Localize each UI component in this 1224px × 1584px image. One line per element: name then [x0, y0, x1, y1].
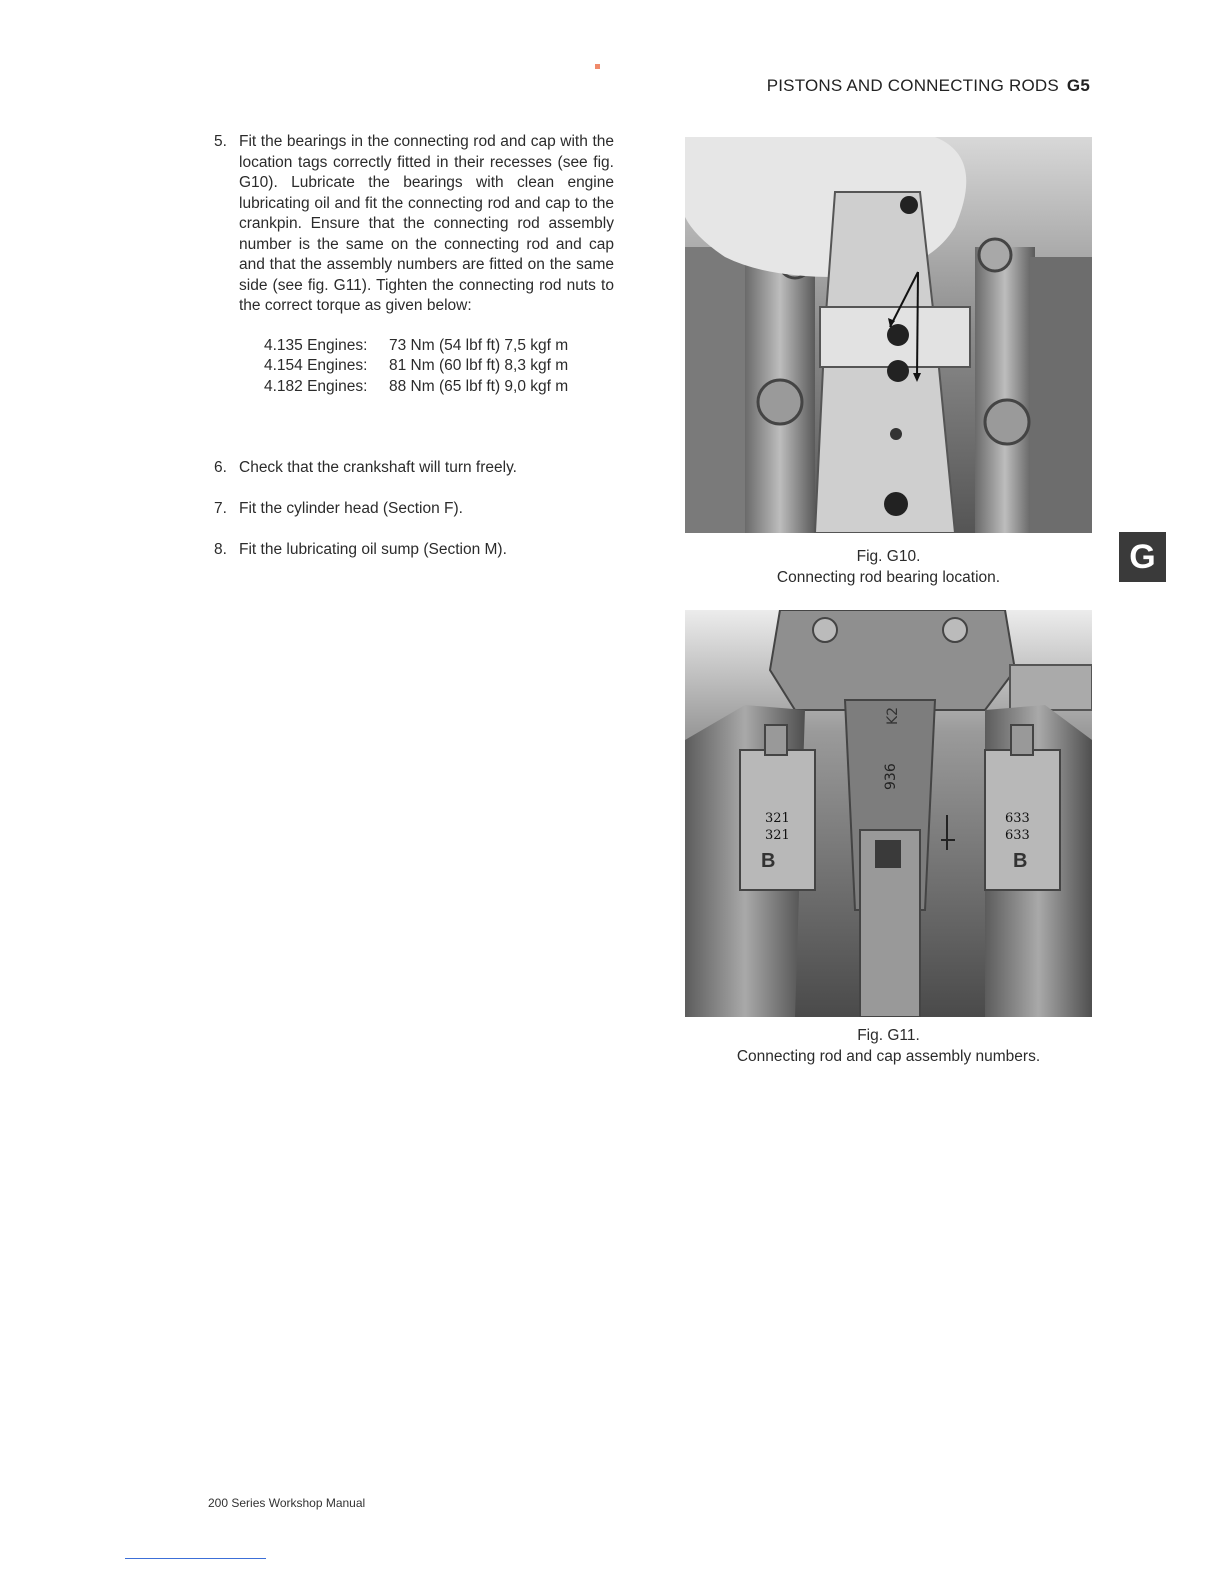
- left-rod-number: 321: [765, 811, 790, 826]
- figure-g11-caption: [685, 1025, 1092, 1067]
- step-number: 6.: [214, 459, 227, 476]
- torque-table: [264, 336, 614, 398]
- page-code: G5: [1066, 76, 1090, 95]
- torque-value: 81 Nm (60 lbf ft) 8,3 kgf m: [389, 357, 569, 374]
- figure-g11-photo: [685, 610, 1092, 1017]
- right-cap-number: 633: [1005, 828, 1030, 843]
- left-cap-number: 321: [765, 828, 790, 843]
- step-number: 5.: [214, 133, 227, 150]
- step-text: Fit the cylinder head (Section F).: [239, 500, 463, 517]
- center-rod-number: 936: [883, 763, 899, 790]
- right-rod-number: 633: [1005, 811, 1030, 826]
- divider: [125, 1558, 266, 1559]
- print-mark: [595, 64, 600, 69]
- left-cap-letter: B: [761, 850, 776, 872]
- right-cap-letter: B: [1013, 850, 1028, 872]
- engine-label: 4.182 Engines:: [264, 377, 368, 395]
- engine-label: 4.154 Engines:: [264, 357, 368, 374]
- upper-rod-mark: K2: [885, 706, 901, 725]
- torque-row: [264, 356, 614, 377]
- step-7: [214, 499, 463, 520]
- figure-caption-text: Connecting rod bearing location.: [776, 569, 1001, 586]
- figure-caption-text: Connecting rod and cap assembly numbers.: [736, 1048, 1041, 1065]
- figure-label: Fig. G11.: [857, 1027, 920, 1044]
- step-5: [214, 132, 614, 397]
- step-number: 7.: [214, 500, 227, 517]
- torque-value: 88 Nm (65 lbf ft) 9,0 kgf m: [389, 377, 569, 395]
- torque-row: [264, 377, 614, 398]
- section-tab: G: [1119, 532, 1166, 582]
- section-title: PISTONS AND CONNECTING RODS: [766, 76, 1059, 95]
- figure-g10-caption: [685, 546, 1092, 588]
- step-text: Check that the crankshaft will turn freely.: [239, 459, 517, 476]
- torque-value: 73 Nm (54 lbf ft) 7,5 kgf m: [389, 336, 569, 354]
- footer-manual-title: 200 Series Workshop Manual: [208, 1496, 366, 1510]
- step-number: 8.: [214, 541, 227, 558]
- step-8: [214, 540, 507, 561]
- page-header: [767, 76, 1090, 96]
- step-text: Fit the bearings in the connecting rod and cap with the location tags correctly fitted in their recesses (see fig. G10). Lubricate the bearings with clean engine lubricating oil and fit the connecting rod and cap to the crankpin. Ensure that the connecting rod assembly number is the same on the connecting rod and cap and that the assembly numbers are fitted on the same side (see fig. G11). Tighten the connecting rod nuts to the correct torque as given below:: [239, 133, 614, 314]
- figure-g10-photo: [685, 137, 1092, 533]
- step-text: Fit the lubricating oil sump (Section M).: [239, 541, 507, 558]
- figure-label: Fig. G10.: [856, 548, 921, 565]
- step-6: [214, 458, 517, 479]
- engine-label: 4.135 Engines:: [264, 336, 368, 354]
- instruction-steps: [214, 132, 614, 558]
- torque-row: [264, 336, 614, 357]
